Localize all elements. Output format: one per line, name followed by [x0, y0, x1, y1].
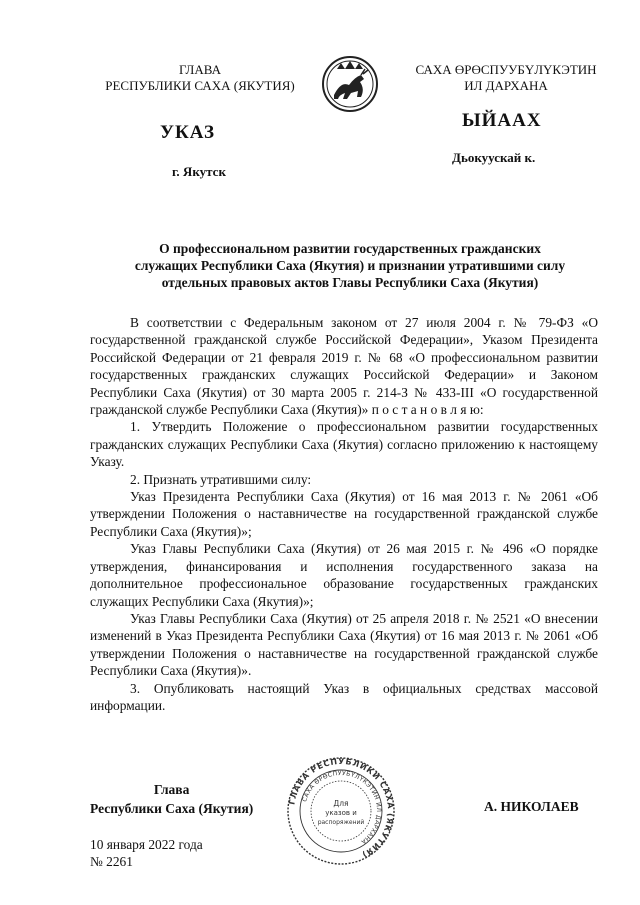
doc-type-ru: УКАЗ [160, 122, 215, 143]
signatory-title-line2: Республики Саха (Якутия) [90, 801, 254, 816]
signatory-title [90, 780, 253, 818]
body-paragraph: Указ Главы Республики Саха (Якутия) от 25 апреля 2018 г. № 2521 «О внесении изменений в Указ Президента Республики Саха (Якутия) от 16 мая 2013 г. № 2061 «Об утверждении Положения о наставничестве на государственной гражданской службе Республики Саха (Якутия)». [90, 610, 598, 679]
decree-date: 10 января 2022 года [90, 837, 203, 852]
decree-title [80, 240, 620, 291]
header-left-line2: РЕСПУБЛИКИ САХА (ЯКУТИЯ) [105, 78, 295, 93]
title-line: О профессиональном развитии государственных гражданских [159, 241, 541, 256]
city-ru: г. Якутск [172, 164, 226, 179]
header-right-line1: САХА ӨРӨСПУУБҮЛҮКЭТИН [415, 62, 597, 77]
decree-date-number [90, 836, 203, 870]
official-seal-stamp [286, 756, 396, 866]
city-sakha: Дьокуускай к. [452, 150, 536, 165]
seal-center-line1: Для [333, 799, 349, 808]
body-paragraph: 2. Признать утратившими силу: [130, 471, 312, 487]
sakha-coat-of-arms-icon [321, 55, 379, 113]
body-paragraph: 1. Утвердить Положение о профессиональном развитии государственных гражданских служащих Республики Саха (Якутия) согласно приложению к настоящему Указу. [90, 419, 598, 470]
seal-center-line3: распоряжений [317, 819, 365, 826]
body-paragraph: 3. Опубликовать настоящий Указ в официальных средствах массовой информации. [90, 680, 598, 713]
decree-body [90, 314, 598, 714]
decree-number: № 2261 [90, 854, 133, 869]
body-paragraph: В соответствии с Федеральным законом от 27 июля 2004 г. № 79-ФЗ «О государственной гражданской службе Российской Федерации», Указом Президента Российской Федерации от 21 февраля 2019 г. № 68 «О профессиональном развитии государственных гражданских служащих Российской Федерации» и Законом Республики Саха (Якутия) от 30 марта 2005 г. 214-З № 433-III «О государственной гражданской службе Республики Саха (Якутия)» п о с т а н о в л я ю: [90, 315, 598, 418]
header-right-line2: ИЛ ДАРХАНА [464, 78, 548, 93]
body-paragraph: Указ Главы Республики Саха (Якутия) от 26 мая 2015 г. № 496 «О порядке утверждения, финансирования и исполнения государственного заказа на дополнительное профессиональное образование государственных гражданских служащих Республики Саха (Якутия)»; [90, 541, 598, 609]
title-line: отдельных правовых актов Главы Республики Саха (Якутия) [161, 275, 539, 290]
header-left-line1: ГЛАВА [179, 62, 221, 77]
signatory-title-line1: Глава [153, 782, 190, 797]
seal-outer-text: ГЛАВА РЕСПУБЛИКИ САХА (ЯКУТИЯ) [287, 756, 396, 860]
seal-inner-text: САХА ӨРӨСПУУБҮЛҮКЭТИН ИЛ ДАРХАНА [301, 769, 383, 846]
header-left [80, 62, 320, 94]
body-paragraph: Указ Президента Республики Саха (Якутия) от 16 мая 2013 г. № 2061 «Об утверждении Положения о наставничестве на государственной гражданской службе Республики Саха (Якутия)»; [90, 489, 598, 539]
doc-type-sakha: ЫЙААХ [462, 110, 542, 131]
seal-center-line2: указов и [325, 809, 357, 817]
header-right [390, 62, 622, 94]
title-line: служащих Республики Саха (Якутия) и признании утратившими силу [134, 258, 566, 273]
signatory-name: А. НИКОЛАЕВ [484, 799, 579, 814]
